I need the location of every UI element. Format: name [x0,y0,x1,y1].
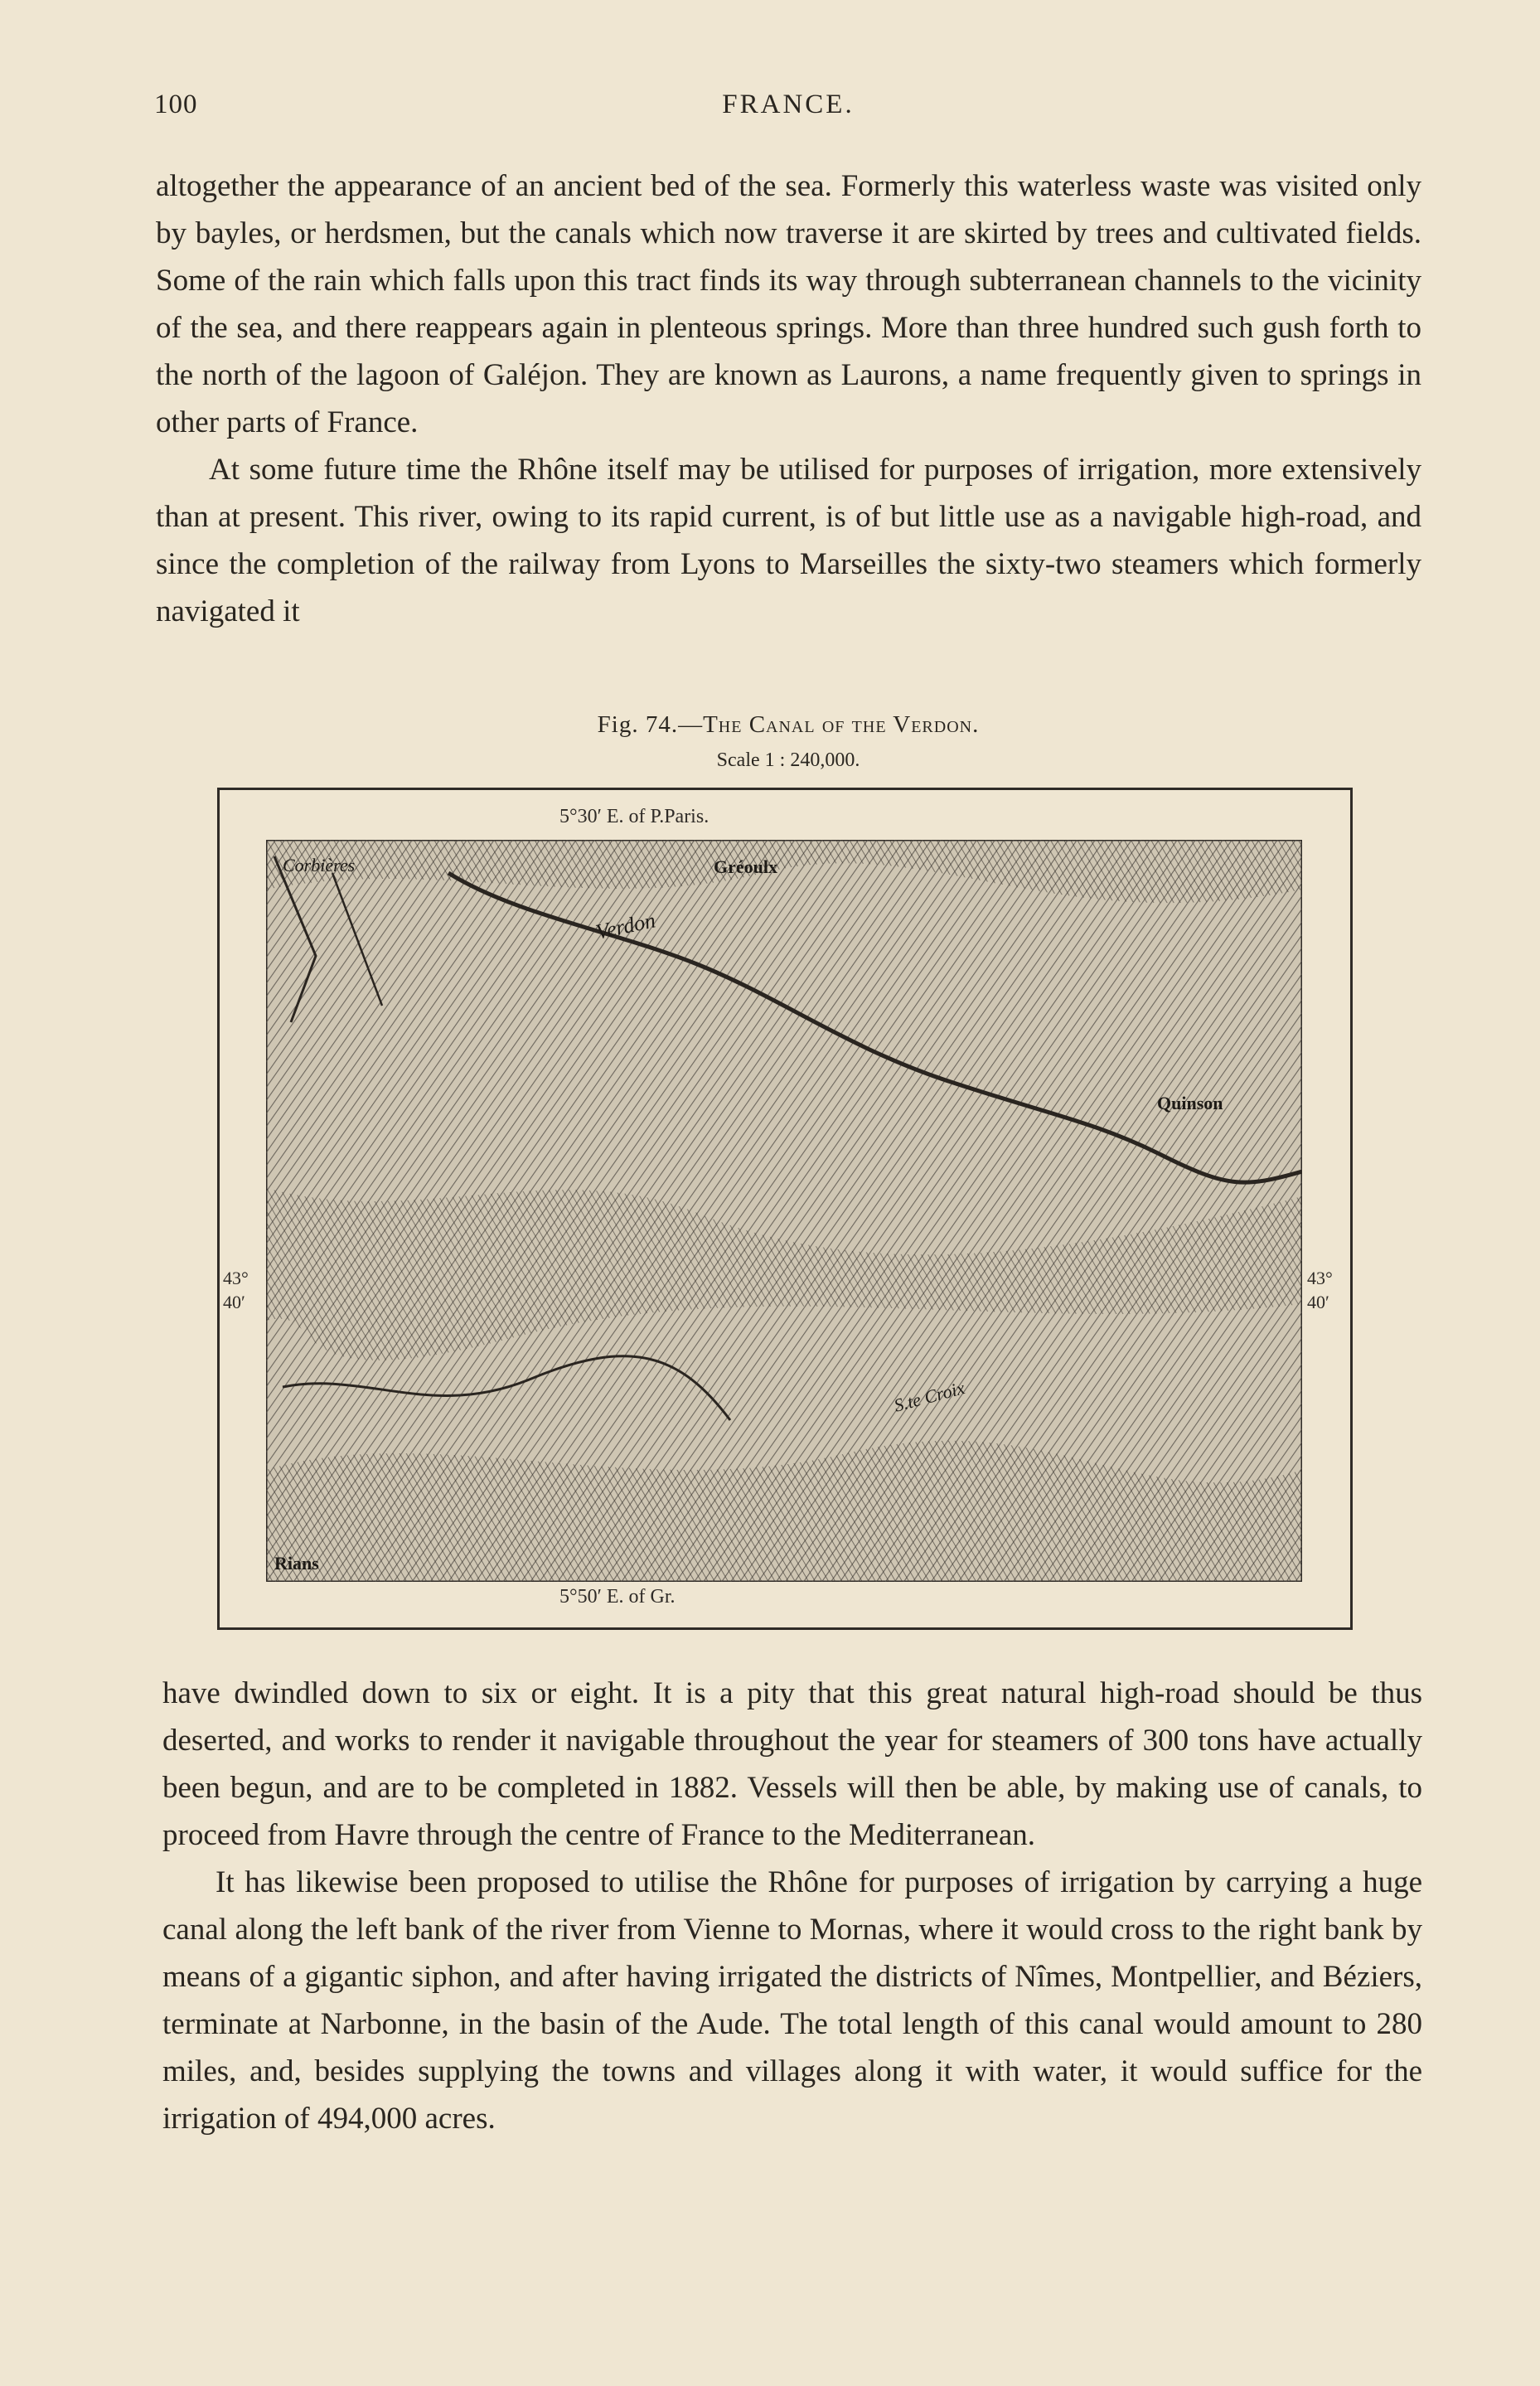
latitude-left-deg: 43° [223,1268,249,1288]
map-label-rians: Rians [274,1553,319,1574]
paragraph: At some future time the Rhône itself may be utilised for purposes of irrigation, more extensively than at present. This river, owing to its rapid current, is of but little use as a navigable high-road, and since the completion of the railway from Lyons to Marseilles the sixty-two steamers which formerly navigated it [156,453,1421,628]
map-label-ste-croix: S.te Croix [891,1377,967,1416]
map-label-greoulx: Gréoulx [714,856,777,877]
latitude-right-min: 40′ [1307,1292,1329,1312]
paragraph: have dwindled down to six or eight. It is a pity that this great natural high-road should be thus deserted, and works to render it navigable throughout the year for steamers of 300 tons have actually been begun, and are to be completed in 1882. Vessels will then be able, by making use of canals, to proceed from Havre through the centre of France to the Mediterranean. [162,1676,1422,1852]
body-text-top [156,162,1421,635]
map-label-corbieres: Corbières [283,855,356,875]
figure-scale: Scale 1 : 240,000. [716,749,860,771]
paragraph: altogether the appearance of an ancient bed of the sea. Formerly this waterless waste was visited only by bayles, or herdsmen, but the canals which now traverse it are skirted by trees and cultivated fields. Some of the rain which falls upon this tract finds its way through subterranean channels to the vicinity of the sea, and there reappears again in plenteous springs. More than three hundred such gush forth to the north of the lagoon of Galéjon. They are known as Laurons, a name frequently given to springs in other parts of France. [156,169,1421,439]
relief-map [266,840,1302,1582]
map-label-verdon: Verdon [593,908,658,944]
latitude-right-deg: 43° [1307,1268,1333,1288]
figure-title: The Canal of the Verdon. [703,711,980,738]
paragraph: It has likewise been proposed to utilise the Rhône for purposes of irrigation by carrying a huge canal along the left bank of the river from Vienne to Mornas, where it would cross to the right bank by means of a gigantic siphon, and after having irrigated the districts of Nîmes, Montpellier, and Béziers, terminate at Narbonne, in the basin of the Aude. The total length of this canal would amount to 280 miles, and, besides supplying the towns and villages along it with water, it would suffice for the irrigation of 494,000 acres. [162,1865,1422,2136]
page-number: 100 [154,90,198,119]
top-meridian-label: 5°30′ E. of P.Paris. [559,806,709,827]
running-title: FRANCE. [722,90,855,119]
bottom-meridian-label: 5°50′ E. of Gr. [559,1586,676,1608]
map-label-quinson: Quinson [1157,1093,1223,1113]
latitude-left-min: 40′ [223,1292,245,1312]
running-head [154,90,1422,131]
figure-number: Fig. 74.— [597,711,704,738]
body-text-bottom [162,1670,1422,2142]
map-figure [217,788,1353,1630]
figure-caption [154,711,1422,739]
